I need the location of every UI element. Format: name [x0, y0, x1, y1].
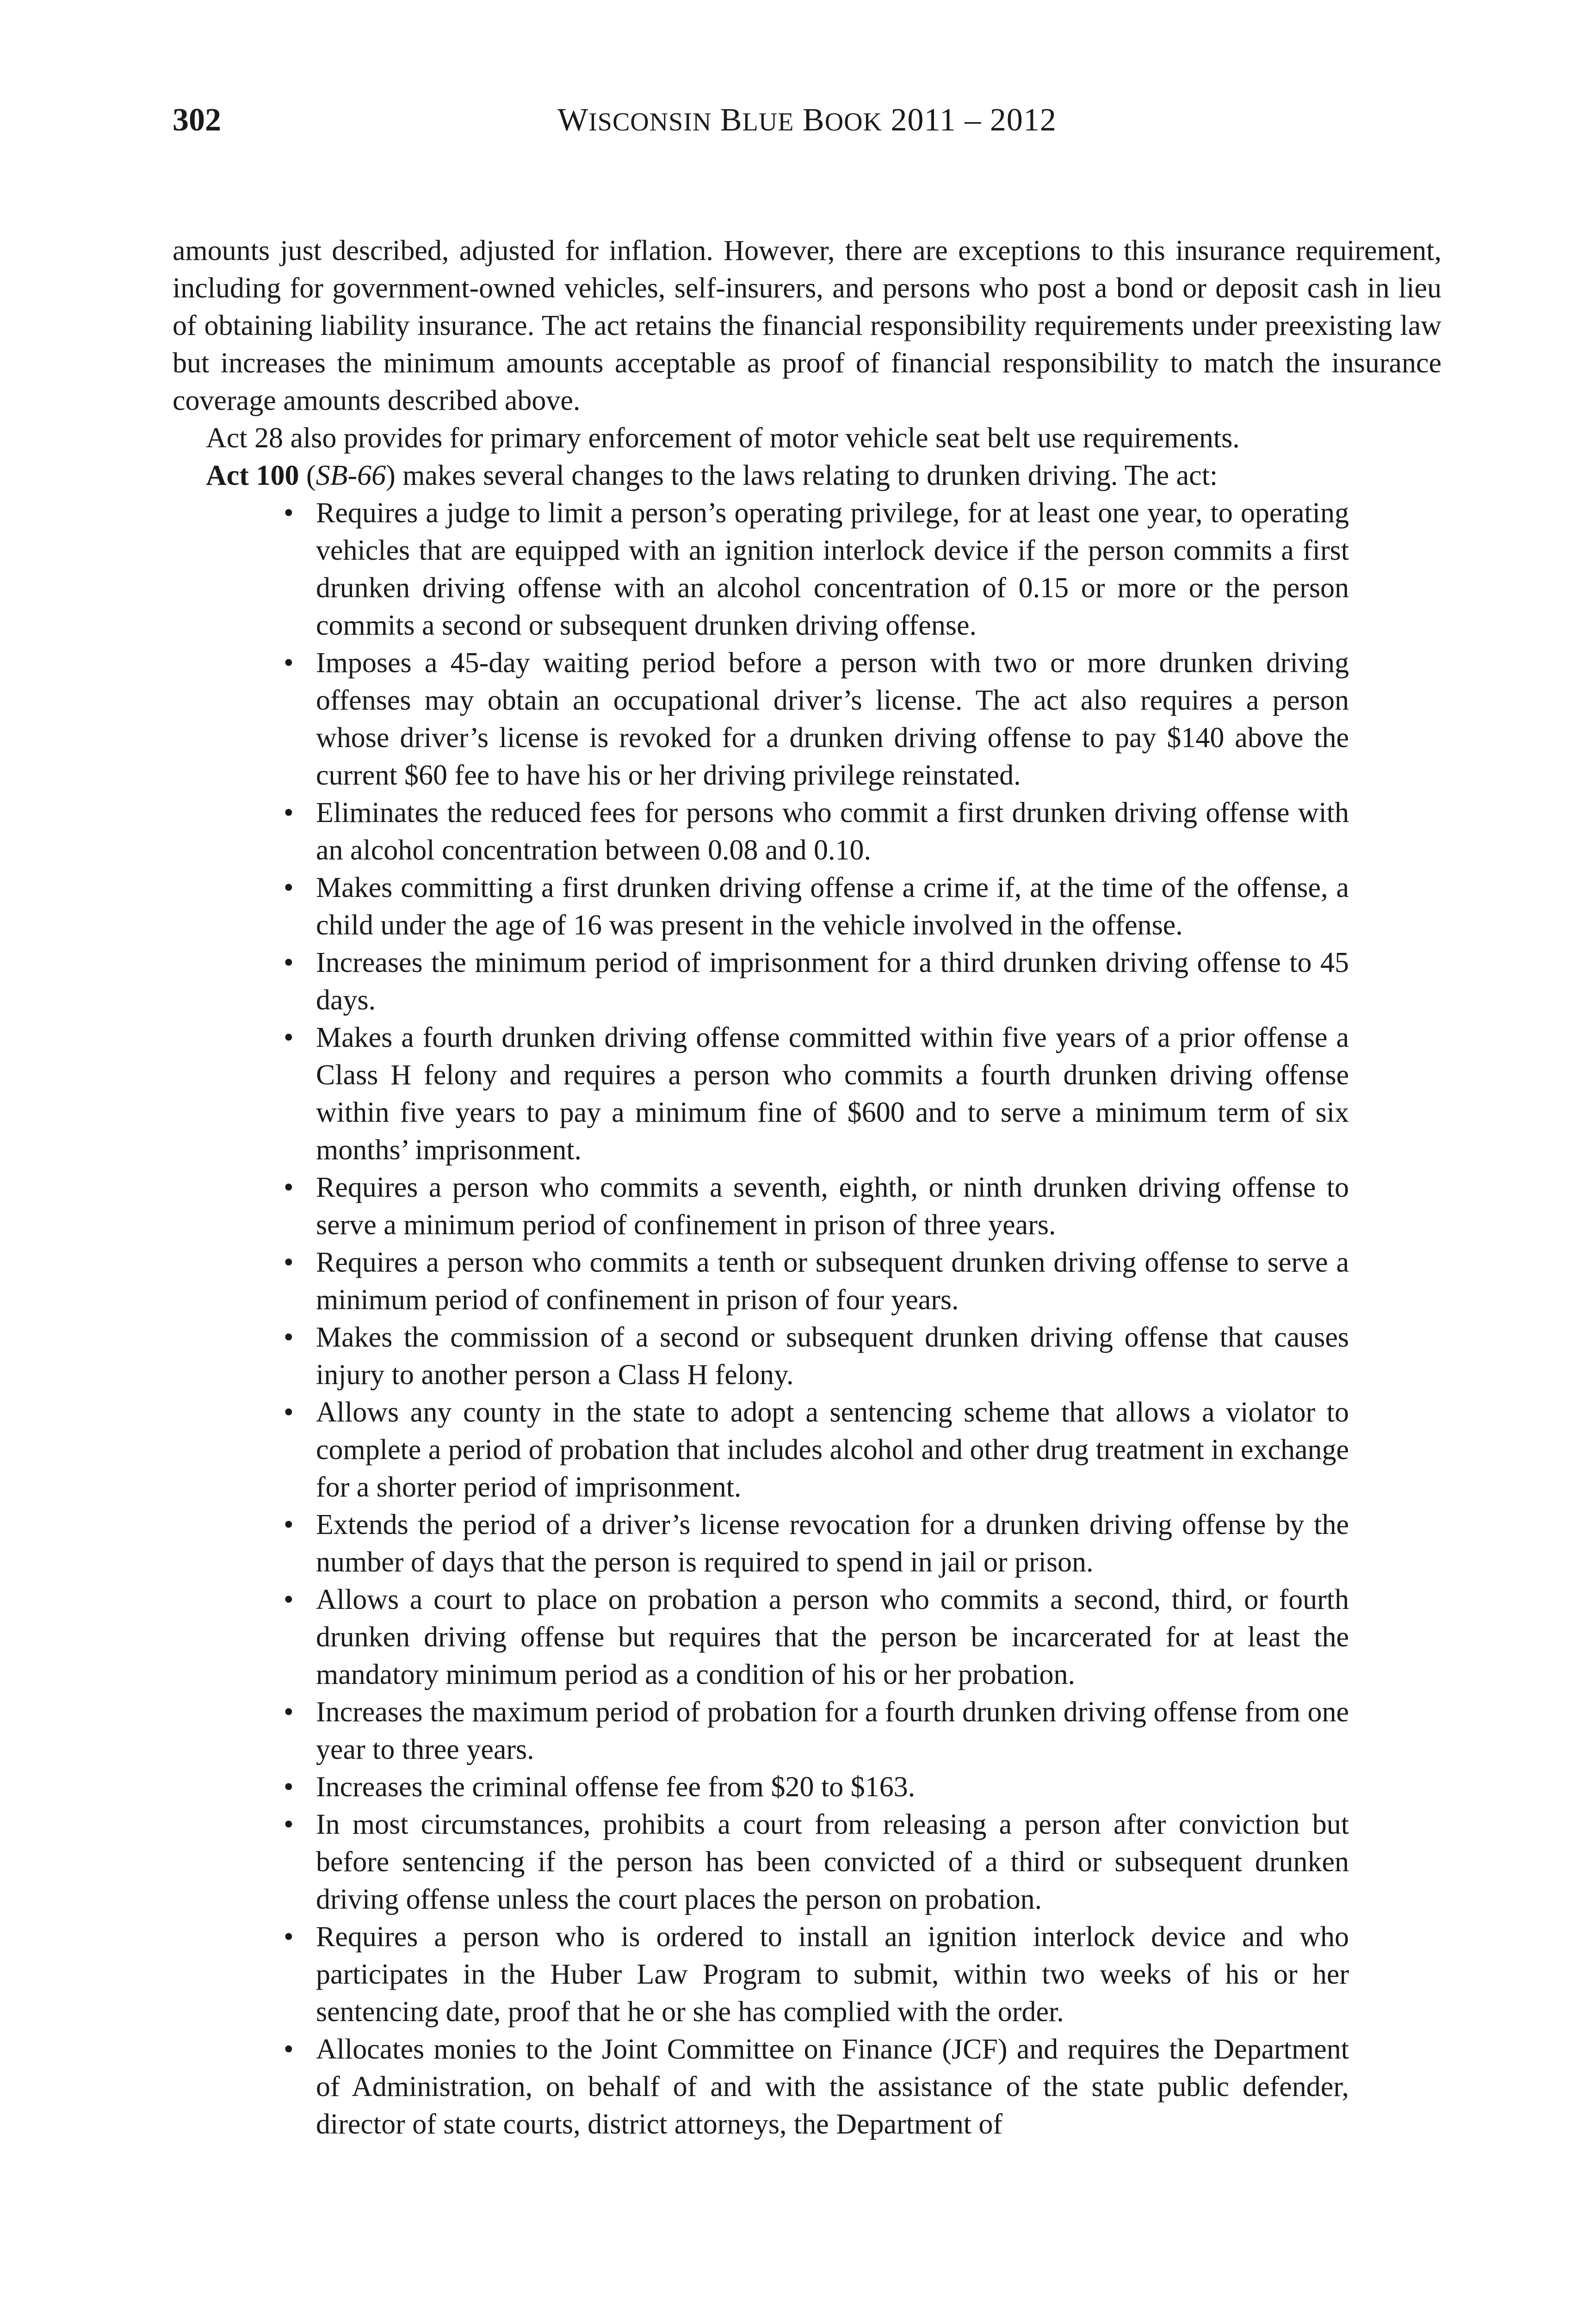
act100-paragraph: Act 100 (SB-66) makes several changes to the laws relating to drunken driving. The act:	[206, 460, 1218, 491]
list-item: • Extends the period of a driver’s license revocation for a drunken driving offense by the number of days that the person is required to spend in jail or prison.	[173, 1506, 1441, 1581]
title-years: 2011 – 2012	[891, 102, 1057, 138]
list-item: • Increases the minimum period of imprisonment for a third drunken driving offense to 45 days.	[173, 944, 1441, 1019]
list-item: • Requires a judge to limit a person’s operating privilege, for at least one year, to operating vehicles that are equipped with an ignition interlock device if the person commits a first drunken driving offense with an alcohol concentration of 0.15 or more or the person commits a second or subsequent drunken driving offense.	[173, 495, 1441, 644]
title-word-3: BOOK	[802, 102, 883, 138]
list-item: • Requires a person who commits a tenth or subsequent drunken driving offense to serve a minimum period of confinement in prison of four years.	[173, 1244, 1441, 1319]
list-item: • Imposes a 45-day waiting period before a person with two or more drunken driving offenses may obtain an occupational driver’s license. The act also requires a person whose driver’s license is revoked for a drunken driving offense to pay $140 above the current $60 fee to have his or her driving privilege reinstated.	[173, 644, 1441, 794]
act100-text: makes several changes to the laws relating to drunken driving. The act:	[395, 460, 1218, 491]
bullet-icon: •	[284, 1247, 294, 1278]
bullet-icon: •	[284, 2034, 294, 2065]
body-text	[173, 232, 1441, 2143]
bullet-icon: •	[284, 647, 294, 679]
list-item: • Allows any county in the state to adopt a sentencing scheme that allows a violator to complete a period of probation that includes alcohol and other drug treatment in exchange for a shorter period of imprisonment.	[173, 1394, 1441, 1506]
list-item: • Makes the commission of a second or subsequent drunken driving offense that causes injury to another person a Class H felony.	[173, 1319, 1441, 1394]
list-item: • Requires a person who commits a seventh, eighth, or ninth drunken driving offense to serve a minimum period of confinement in prison of three years.	[173, 1169, 1441, 1244]
bullet-icon: •	[284, 1809, 294, 1840]
bullet-icon: •	[284, 872, 294, 903]
act28-paragraph: Act 28 also provides for primary enforcement of motor vehicle seat belt use requirements.	[206, 422, 1240, 454]
list-item: • In most circumstances, prohibits a court from releasing a person after conviction but before sentencing if the person has been convicted of a third or subsequent drunken driving offense unless the court places the person on probation.	[173, 1806, 1441, 1918]
bullet-icon: •	[284, 947, 294, 978]
provisions-list	[173, 495, 1441, 2143]
running-title	[173, 93, 1441, 150]
bullet-icon: •	[284, 1771, 294, 1803]
bullet-icon: •	[284, 797, 294, 829]
list-item: • Increases the maximum period of probation for a fourth drunken driving offense from one year to three years.	[173, 1694, 1441, 1769]
bullet-icon: •	[284, 1322, 294, 1353]
page-header	[173, 93, 1441, 148]
list-item: • Allocates monies to the Joint Committee on Finance (JCF) and requires the Department of Administration, on behalf of and with the assistance of the state public defender, director of state courts, district attorneys, the Department of	[173, 2031, 1441, 2143]
bullet-icon: •	[284, 1921, 294, 1953]
list-item: • Requires a person who is ordered to install an ignition interlock device and who participates in the Huber Law Program to submit, within two weeks of his or her sentencing date, proof that he or she has complied with the order.	[173, 1918, 1441, 2031]
title-word-2: BLUE	[720, 102, 794, 138]
bullet-icon: •	[284, 1696, 294, 1728]
list-item: • Allows a court to place on probation a person who commits a second, third, or fourth drunken driving offense but requires that the person be incarcerated for at least the mandatory minimum period as a condition of his or her probation.	[173, 1581, 1441, 1694]
bullet-icon: •	[284, 1397, 294, 1428]
list-item: • Increases the criminal offense fee from $20 to $163.	[173, 1769, 1441, 1806]
list-item: • Eliminates the reduced fees for persons who commit a first drunken driving offense with an alcohol concentration between 0.08 and 0.10.	[173, 794, 1441, 869]
page-number: 302	[173, 102, 221, 138]
bullet-icon: •	[284, 497, 294, 529]
intro-paragraph: amounts just described, adjusted for inflation. However, there are exceptions to this insurance requirement, including for government-owned vehicles, self-insurers, and persons who post a bond or deposit cash in lieu of obtaining liability insurance. The act retains the financial responsibility requirements under preexisting law but increases the minimum amounts acceptable as proof of financial responsibility to match the insurance coverage amounts described above.	[173, 235, 1441, 416]
act100-heading: Act 100	[206, 460, 299, 491]
title-word-1: WISCONSIN	[557, 102, 712, 138]
bullet-icon: •	[284, 1584, 294, 1615]
bullet-icon: •	[284, 1172, 294, 1203]
bullet-icon: •	[284, 1022, 294, 1053]
bullet-icon: •	[284, 1509, 294, 1540]
list-item: • Makes a fourth drunken driving offense committed within five years of a prior offense a Class H felony and requires a person who commits a fourth drunken driving offense within five years to pay a minimum fine of $600 and to serve a minimum term of six months’ imprisonment.	[173, 1019, 1441, 1169]
act100-bill: SB-66	[315, 460, 386, 491]
list-item: • Makes committing a first drunken driving offense a crime if, at the time of the offense, a child under the age of 16 was present in the vehicle involved in the offense.	[173, 869, 1441, 944]
